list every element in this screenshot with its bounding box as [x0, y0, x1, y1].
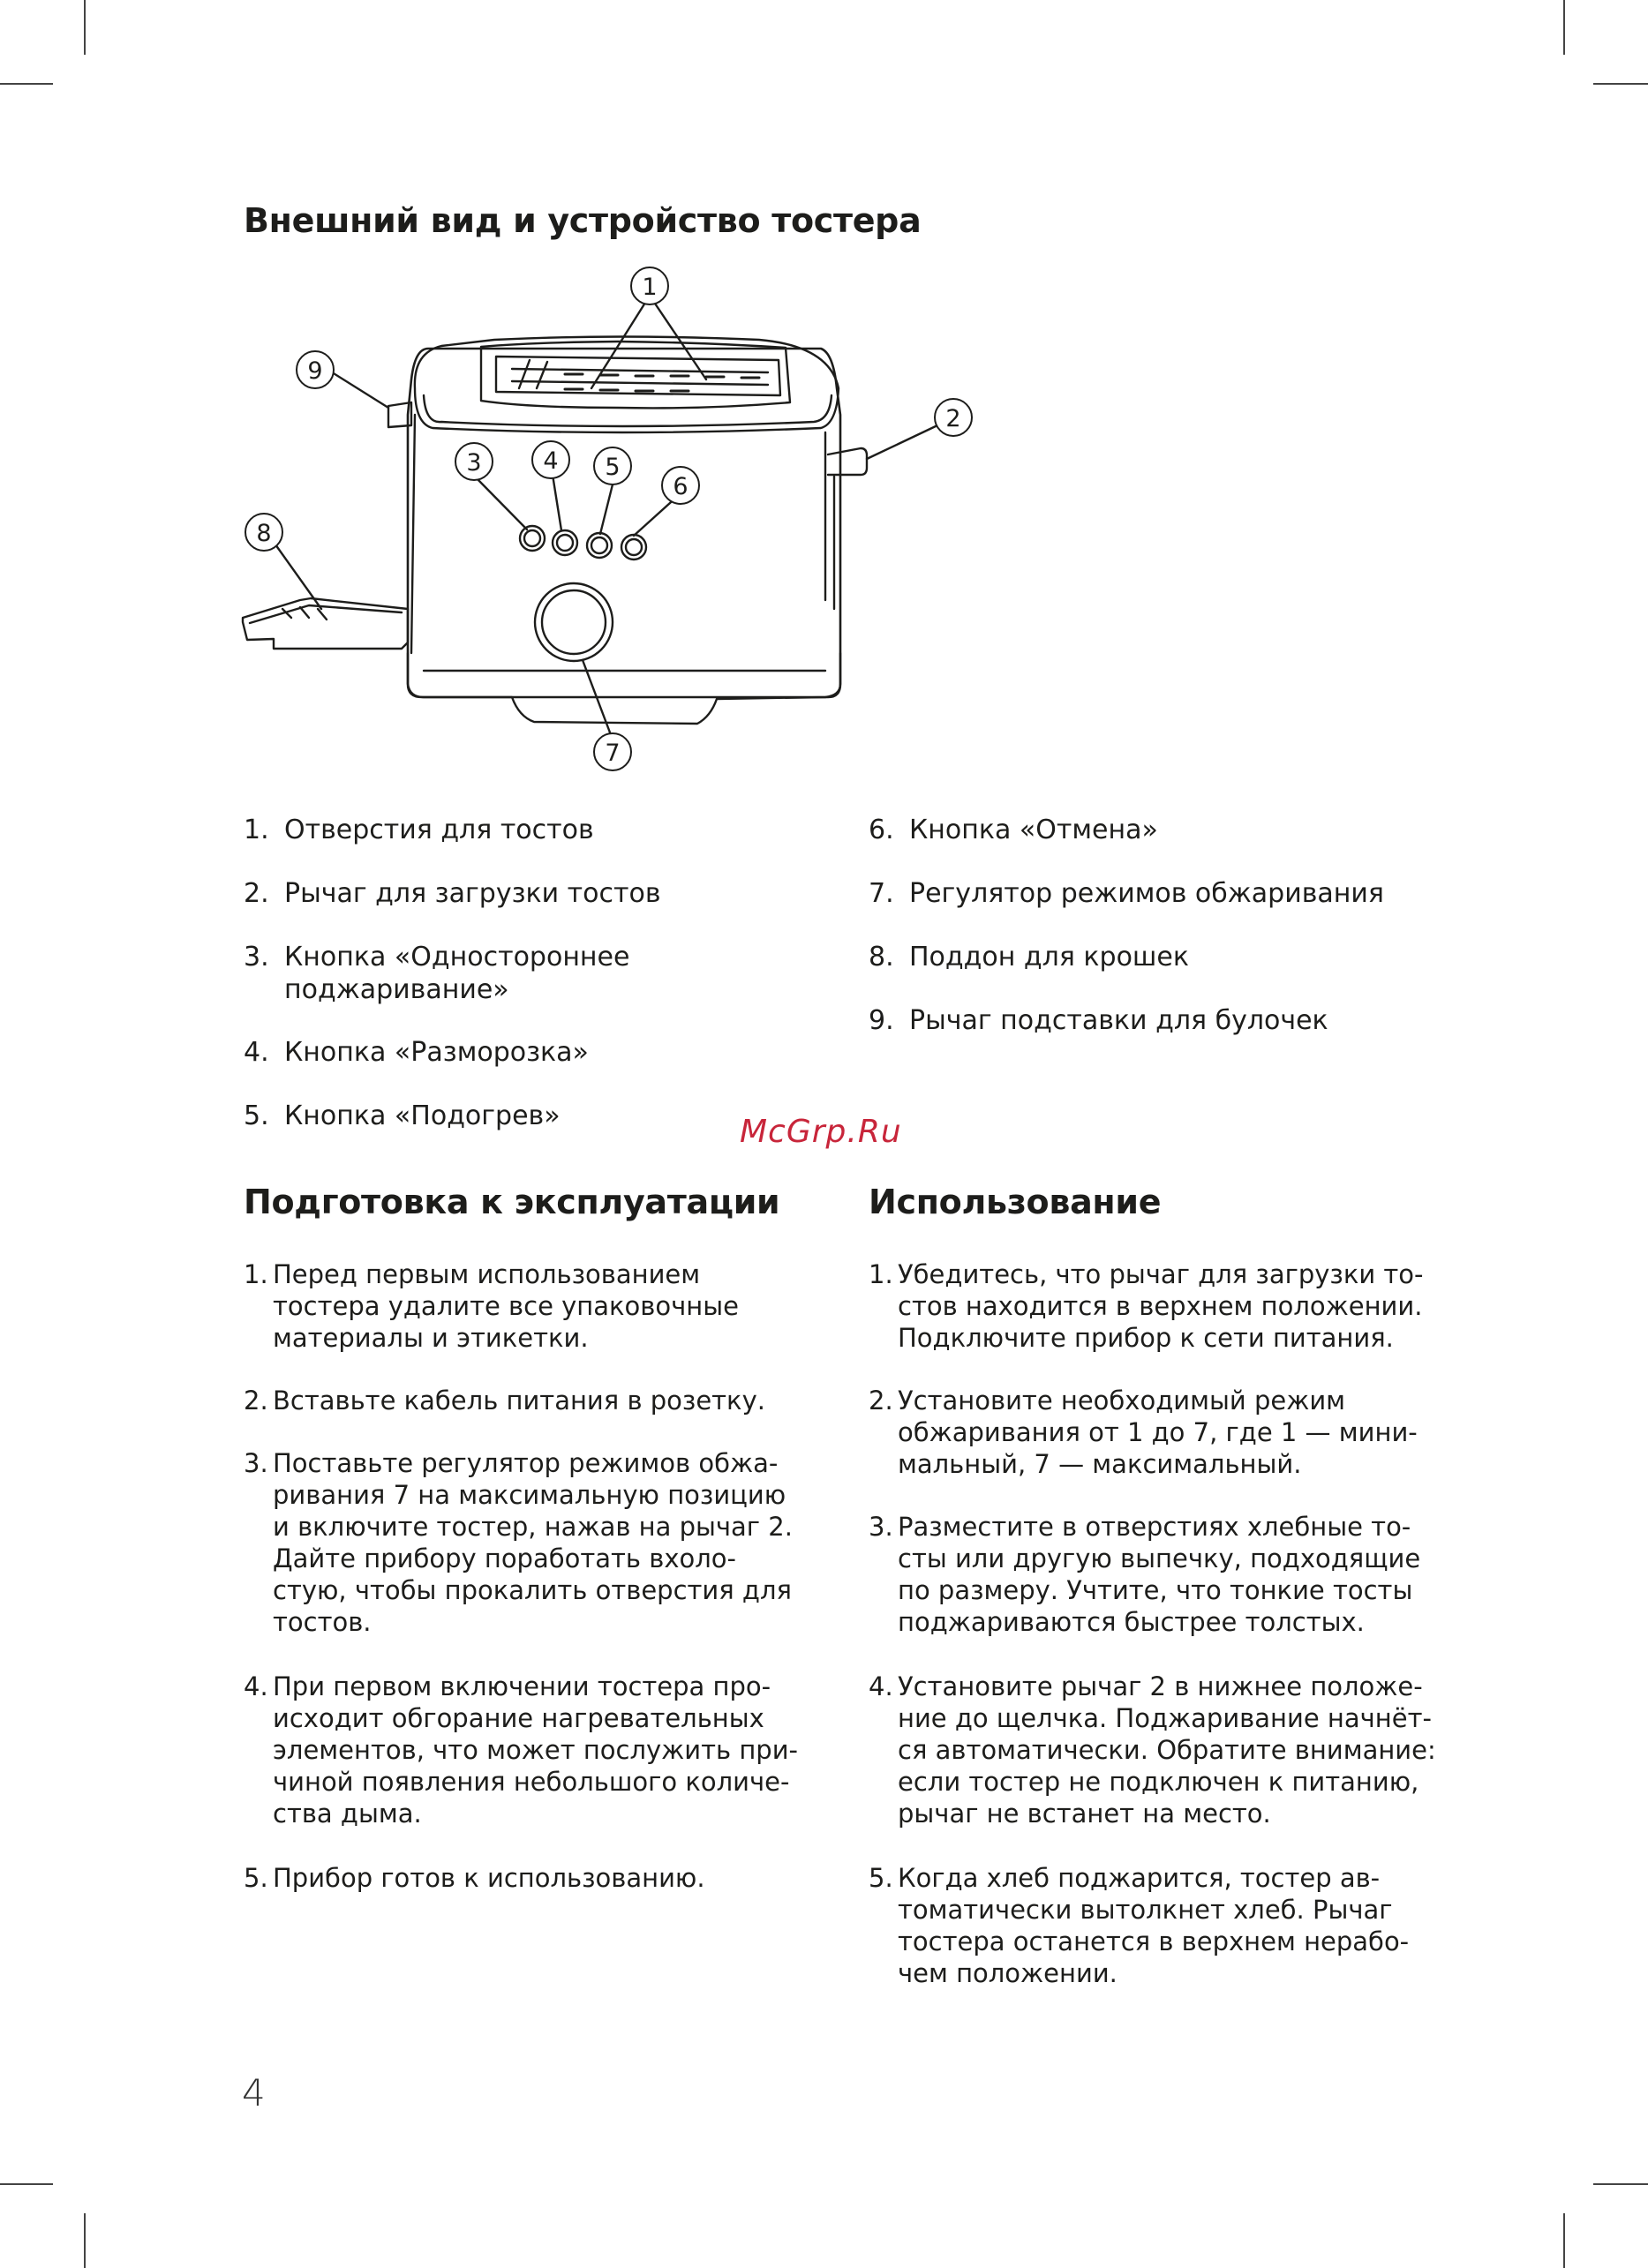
callout-2 — [935, 399, 972, 436]
callout-6 — [662, 467, 699, 504]
crop-mark — [1563, 0, 1565, 55]
crop-mark — [84, 2213, 86, 2268]
parts-list-right: 6. Кнопка «Отмена» 7. Регулятор режимов обжаривания 8. Поддон для крошек 9. Рычаг подставки для булочек — [869, 815, 1384, 1036]
toaster-body — [408, 349, 840, 697]
crop-mark — [0, 83, 53, 85]
crop-mark — [1563, 2213, 1565, 2268]
page-title: Внешний вид и устройство тостера — [244, 201, 922, 240]
svg-text:4: 4 — [543, 447, 559, 475]
usage-heading: Использование — [869, 1183, 1162, 1221]
callout-9 — [297, 351, 334, 388]
svg-text:5: 5 — [605, 454, 621, 481]
svg-text:8: 8 — [256, 520, 272, 547]
crop-mark — [84, 0, 86, 55]
toaster-top — [415, 337, 839, 433]
callout-4 — [532, 441, 569, 478]
svg-text:2: 2 — [945, 405, 961, 432]
svg-text:9: 9 — [307, 357, 323, 385]
watermark: McGrp.Ru — [740, 1114, 902, 1150]
toaster-base — [408, 653, 840, 724]
parts-list-left: 1. Отверстия для тостов 2. Рычаг для загрузки тостов 3. Кнопка «Одностороннее поджаривание» 4. Кнопка «Разморозка» 5. Кнопка «Подогрев» — [244, 815, 661, 1131]
callout-1 — [631, 267, 668, 304]
browning-knob — [535, 583, 613, 661]
callout-5 — [594, 447, 631, 484]
svg-text:6: 6 — [673, 473, 689, 500]
lever — [828, 448, 867, 475]
svg-text:7: 7 — [605, 740, 621, 767]
callout-8 — [245, 514, 282, 551]
usage-steps: 1. Убедитесь, что рычаг для загрузки то- стов находится в верхнем положении. Подключите прибор к сети питания. 2. Установите необходимый режим обжаривания от 1 до 7, где 1 — мини- мальный, 7 — максимальный. 3. Разместите в отверстиях хлебные то- сты или другую выпечку, подходящие по размеру. Учтите, что тонкие тосты поджариваются быстрее толстых. 4. Установите рычаг 2 в нижнее положе- ние до щелчка. Поджаривание начнёт- ся автоматически. Обратите внимание: если тостер не подключен к питанию, рычаг не встанет на место. 5. Когда хлеб поджарится, тостер ав- томатически вытолкнет хлеб. Рычаг тостера останется в верхнем нерабо- чем положении. — [869, 1259, 1436, 1988]
crop-mark — [0, 2183, 53, 2185]
prep-heading: Подготовка к эксплуатации — [244, 1183, 780, 1221]
callout-7 — [594, 733, 631, 770]
svg-text:3: 3 — [466, 449, 482, 477]
callout-3 — [455, 443, 493, 480]
crop-mark — [1593, 83, 1648, 85]
page-number: 4 — [242, 2071, 266, 2114]
prep-steps: 1. Перед первым использованием тостера удалите все упаковочные материалы и этикетки. 2. Вставьте кабель питания в розетку. 3. Поставьте регулятор режимов обжа- ривания 7 на максимальную позицию и включите тостер, нажав на рычаг 2. Дайте прибору поработать вхоло- стую, чтобы прокалить отверстия для тостов. 4. При первом включении тостера про- исходит обгорание нагревательных элементов, что может послужить при- чиной появления небольшого количе- ства дыма. 5. Прибор готов к использованию. — [244, 1259, 799, 1893]
toaster-diagram — [231, 256, 1008, 785]
svg-text:1: 1 — [642, 274, 658, 301]
crop-mark — [1593, 2183, 1648, 2185]
